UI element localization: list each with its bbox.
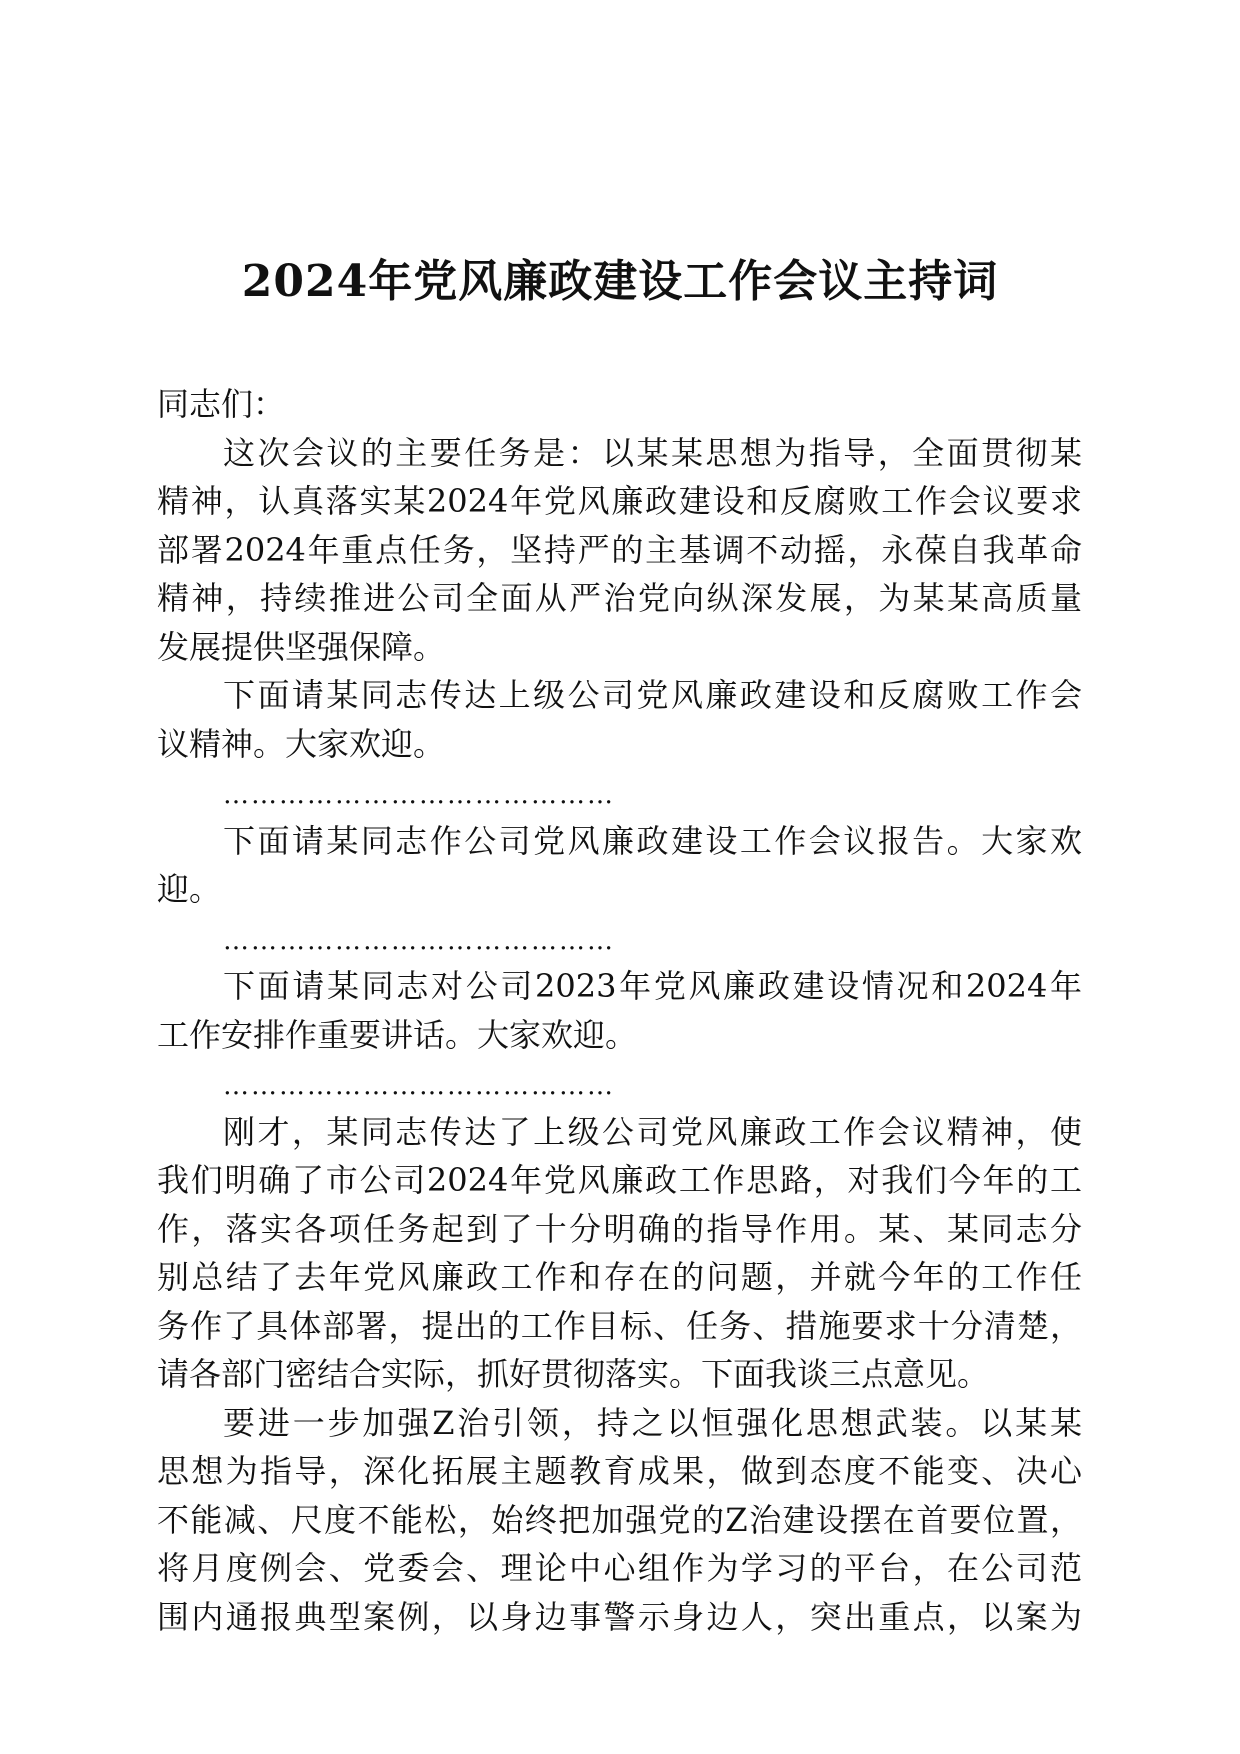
paragraph-line: 请各部门密结合实际，抓好贯彻落实。下面我谈三点意见。 xyxy=(157,1355,990,1393)
salutation: 同志们： xyxy=(157,385,286,423)
ellipsis-divider: …………………………………… xyxy=(223,1071,615,1101)
paragraph-line: 部署2024年重点任务，坚持严的主基调不动摇，永葆自我革命 xyxy=(157,530,1082,569)
paragraph-line: 要进一步加强Z治引领，持之以恒强化思想武装。以某某 xyxy=(223,1403,1082,1442)
ellipsis-divider: …………………………………… xyxy=(223,780,615,810)
paragraph-line: 发展提供坚强保障。 xyxy=(157,627,446,666)
paragraph-line: 迎。 xyxy=(157,870,222,908)
document-title: 2024年党风廉政建设工作会议主持词 xyxy=(241,256,999,307)
document-body xyxy=(157,380,1082,1641)
paragraph-line: 下面请某同志对公司2023年党风廉政建设情况和2024年 xyxy=(223,967,1082,1005)
paragraph-line: 这次会议的主要任务是：以某某思想为指导，全面贯彻某 xyxy=(223,433,1082,472)
paragraph-line: 刚才，某同志传达了上级公司党风廉政工作会议精神，使 xyxy=(223,1112,1082,1151)
paragraph-line: 思想为指导，深化拓展主题教育成果，做到态度不能变、决心 xyxy=(157,1452,1082,1490)
paragraph-line: 下面请某同志传达上级公司党风廉政建设和反腐败工作会 xyxy=(223,676,1082,714)
paragraph-line: 精神，持续推进公司全面从严治党向纵深发展，为某某高质量 xyxy=(157,579,1082,617)
paragraph-line: 不能减、尺度不能松，始终把加强党的Z治建设摆在首要位置， xyxy=(157,1500,1082,1539)
paragraph-line: 别总结了去年党风廉政工作和存在的问题，并就今年的工作任 xyxy=(157,1258,1082,1296)
paragraph-line: 下面请某同志作公司党风廉政建设工作会议报告。大家欢 xyxy=(223,821,1082,860)
paragraph-line: 围内通报典型案例，以身边事警示身边人，突出重点，以案为 xyxy=(157,1597,1082,1636)
paragraph-line: 精神，认真落实某2024年党风廉政建设和反腐败工作会议要求 xyxy=(157,482,1082,520)
paragraph-line: 议精神。大家欢迎。 xyxy=(157,724,446,763)
paragraph-line: 作，落实各项任务起到了十分明确的指导作用。某、某同志分 xyxy=(157,1209,1082,1248)
paragraph-line: 工作安排作重要讲话。大家欢迎。 xyxy=(157,1015,638,1054)
paragraph-line: 务作了具体部署，提出的工作目标、任务、措施要求十分清楚， xyxy=(157,1306,1082,1345)
paragraph-line: 我们明确了市公司2024年党风廉政工作思路，对我们今年的工 xyxy=(157,1161,1082,1199)
ellipsis-divider: …………………………………… xyxy=(223,925,615,956)
paragraph-line: 将月度例会、党委会、理论中心组作为学习的平台，在公司范 xyxy=(157,1549,1082,1587)
